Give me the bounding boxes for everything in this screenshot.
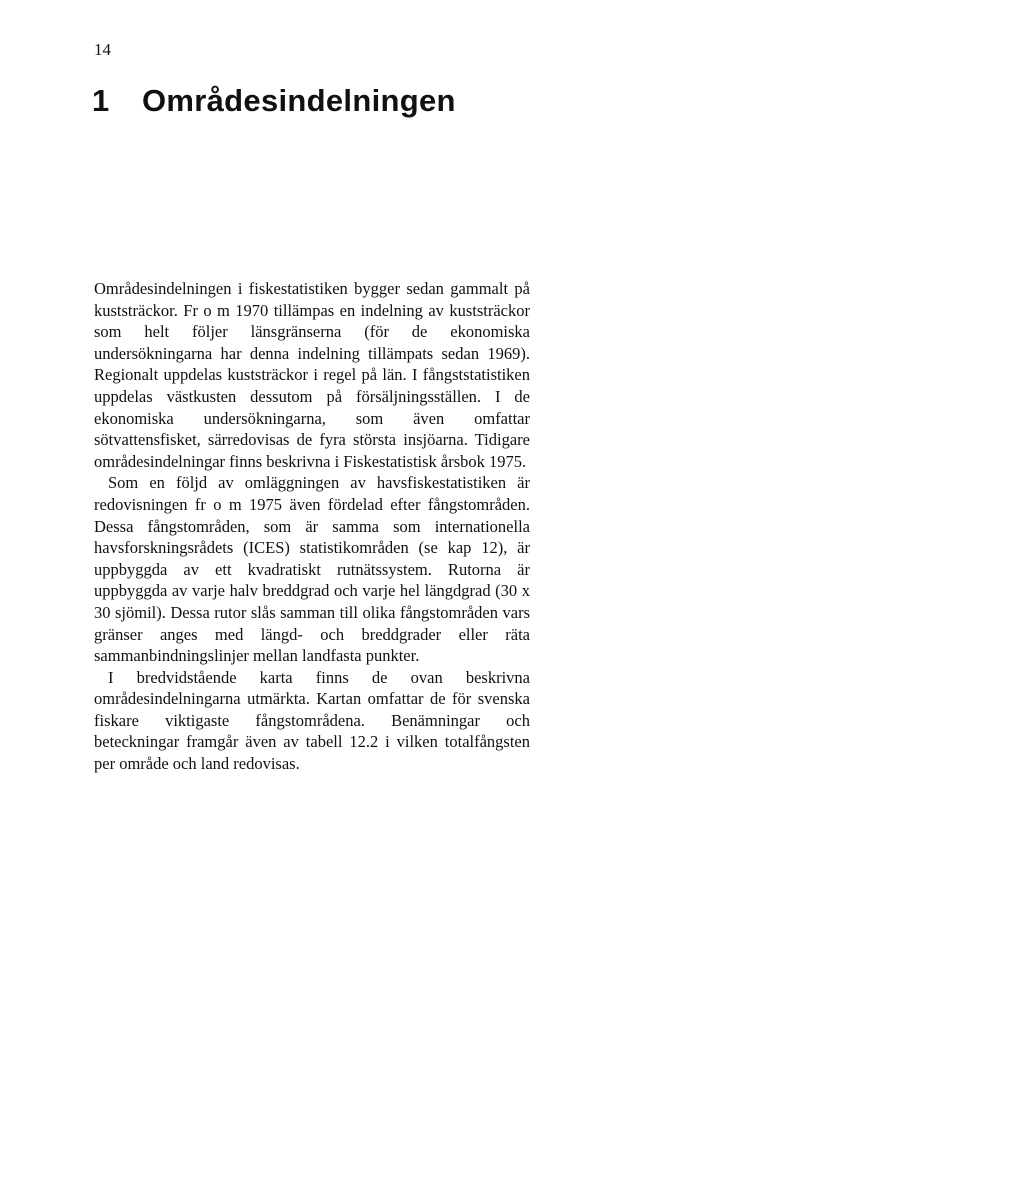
chapter-title: Områdesindelningen [142, 83, 456, 118]
paragraph-3: I bredvidstående karta finns de ovan beskrivna områdesindelningarna utmärkta. Kartan omfattar de för svenska fiskare viktigaste fångstområdena. Benämningar och beteckningar framgår även av tabell 12.2 i vilken totalfångsten per område och land redovisas. [94, 667, 530, 774]
chapter-heading [92, 82, 456, 120]
paragraph-1: Områdesindelningen i fiskestatistiken bygger sedan gammalt på kuststräckor. Fr o m 1970 tillämpas en indelning av kuststräckor som helt följer länsgränserna (för de ekonomiska undersökningarna har denna indelning tillämpats sedan 1969). Regionalt uppdelas kuststräckor i regel på län. I fångststatistiken uppdelas västkusten dessutom på försäljningsställen. I de ekonomiska undersökningarna, som även omfattar sötvattensfisket, särredovisas de fyra största insjöarna. Tidigare områdesindelningar finns beskrivna i Fiskestatistisk årsbok 1975. [94, 279, 530, 471]
chapter-number: 1 [92, 83, 110, 118]
paragraph-2: Som en följd av omläggningen av havsfiskestatistiken är redovisningen fr o m 1975 även fördelad efter fångstområden. Dessa fångstområden, som är samma som internationella havsforskningsrådets (ICES) statistikområden (se kap 12), är uppbyggda av ett kvadratiskt rutnätssystem. Rutorna är uppbyggda av varje halv breddgrad och varje hel längdgrad (30 x 30 sjömil). Dessa rutor slås samman till olika fångstområden vars gränser anges med längd- och breddgrader eller räta sammanbindningslinjer mellan landfasta punkter. [94, 473, 530, 666]
body-text [94, 278, 530, 775]
page-number: 14 [94, 40, 111, 59]
